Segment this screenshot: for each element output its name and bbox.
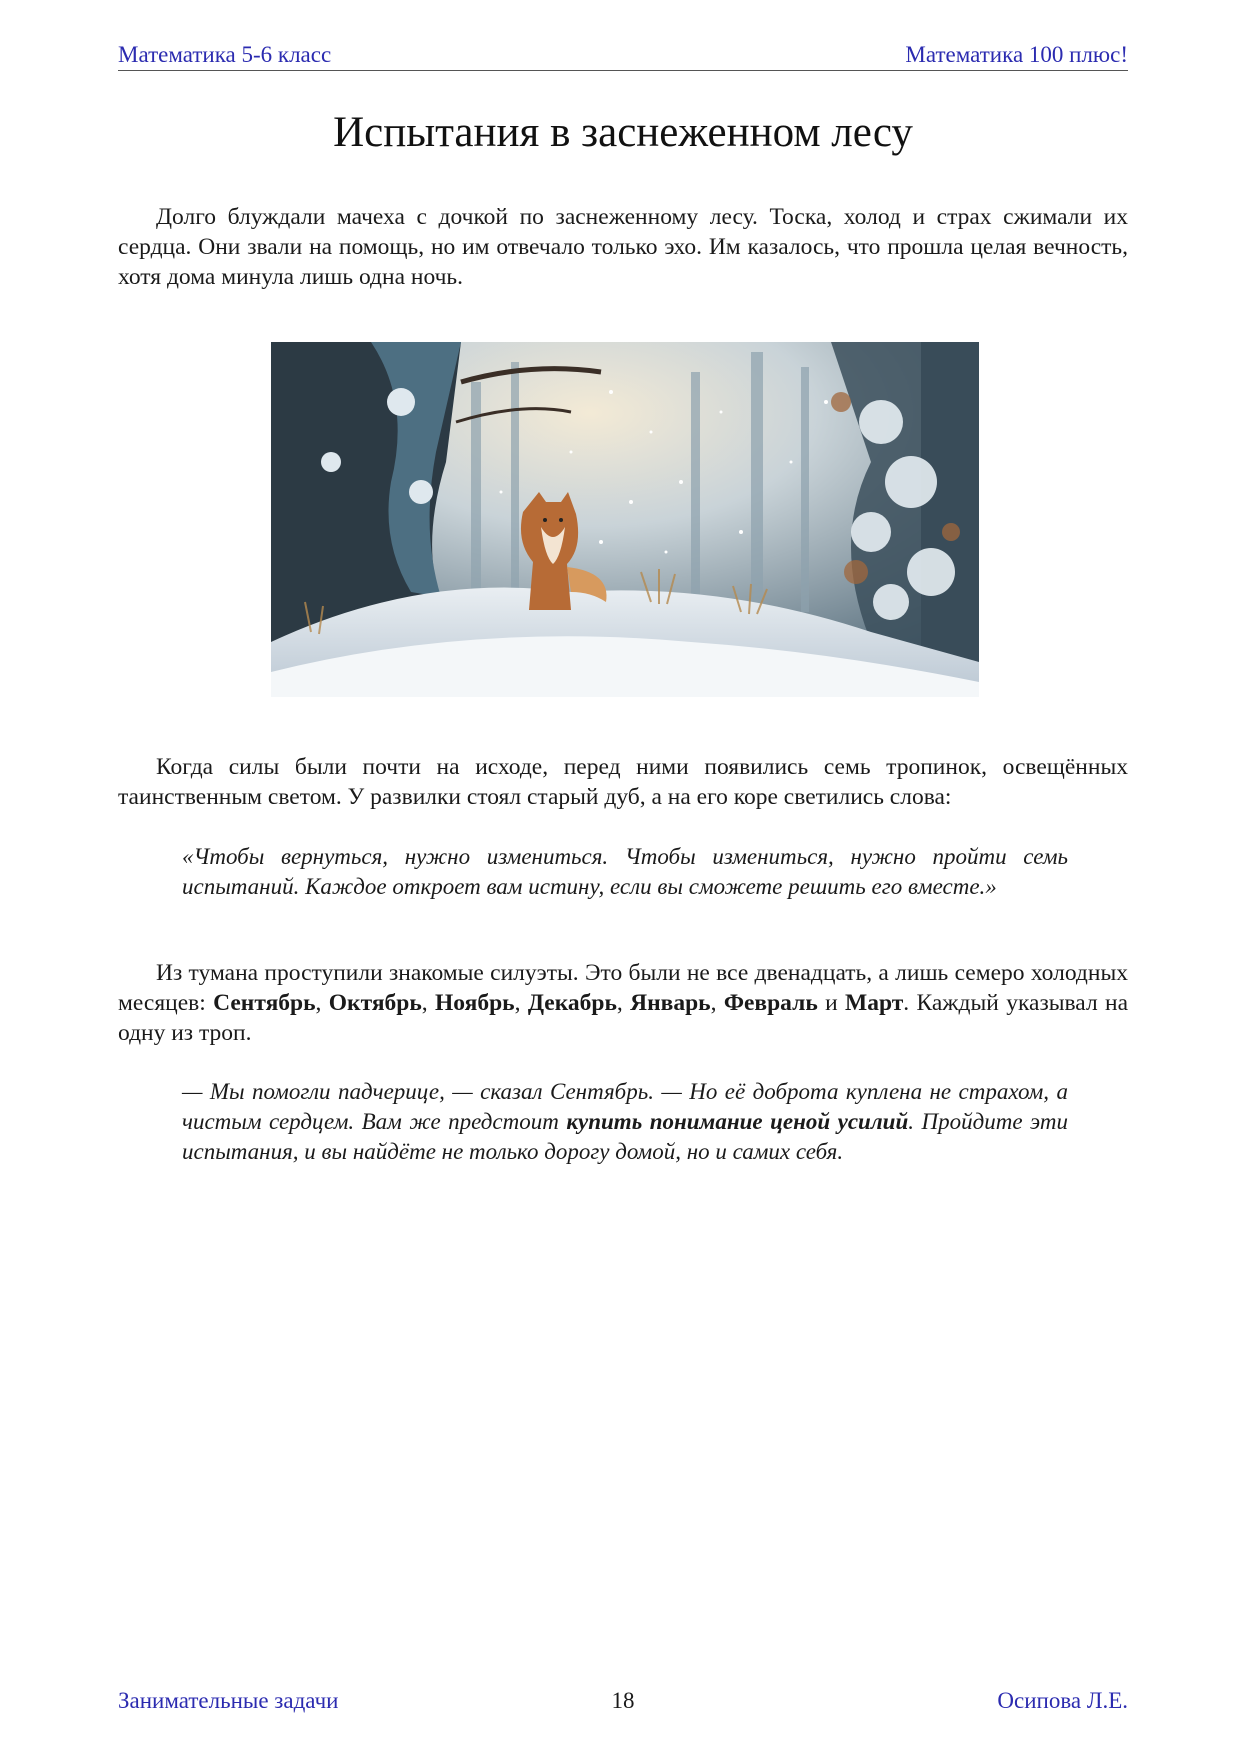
month-name: Декабрь <box>527 990 617 1016</box>
month-name: Март <box>845 990 904 1016</box>
winter-forest-fox-illustration <box>271 342 979 697</box>
paragraph-intro: Долго блуждали мачеха с дочкой по заснеженному лесу. Тоска, холод и страх сжимали их сердца. Они звали на помощь, но им отвечало только эхо. Им казалось, что прошла целая вечность, хотя дома минула лишь одна ночь. <box>118 204 1128 290</box>
paragraph-paths: Когда силы были почти на исходе, перед ними появились семь тропинок, освещённых таинственным светом. У развилки стоял старый дуб, а на его коре светились слова: <box>118 754 1128 810</box>
page-footer <box>118 1688 1128 1718</box>
page-header <box>118 38 1128 71</box>
month-name: Сентябрь <box>213 990 316 1016</box>
footer-author: Осипова Л.Е. <box>997 1688 1128 1713</box>
month-name: Октябрь <box>328 990 422 1016</box>
month-name: Февраль <box>723 990 818 1016</box>
quote-september: — Мы помогли падчерице, — сказал Сентябрь. — Но её доброта куплена не страхом, а чистым сердцем. Вам же предстоит купить понимание ценой усилий. Пройдите эти испытания, и вы найдёте не только дорогу домой, но и самих себя. <box>182 1079 1069 1164</box>
quote-emphasis: купить понимание ценой усилий <box>566 1109 909 1134</box>
header-series: Математика 100 плюс! <box>905 42 1128 67</box>
quote-oak-inscription: «Чтобы вернуться, нужно измениться. Чтобы измениться, нужно пройти семь испытаний. Каждое откроет вам истину, если вы сможете решить его вместе.» <box>182 844 1068 899</box>
header-subject: Математика 5-6 класс <box>118 42 332 67</box>
page-title: Испытания в заснеженном лесу <box>333 109 913 156</box>
paragraph-months: Из тумана проступили знакомые силуэты. Это были не все двенадцать, а лишь семеро холодных месяцев: Сентябрь, Октябрь, Ноябрь, Декабрь, Январь, Февраль и Март. Каждый указывал на одну из троп. <box>118 960 1129 1046</box>
month-name: Январь <box>630 990 711 1016</box>
footer-section: Занимательные задачи <box>118 1688 339 1713</box>
month-name: Ноябрь <box>435 990 515 1016</box>
page-number: 18 <box>611 1688 635 1713</box>
